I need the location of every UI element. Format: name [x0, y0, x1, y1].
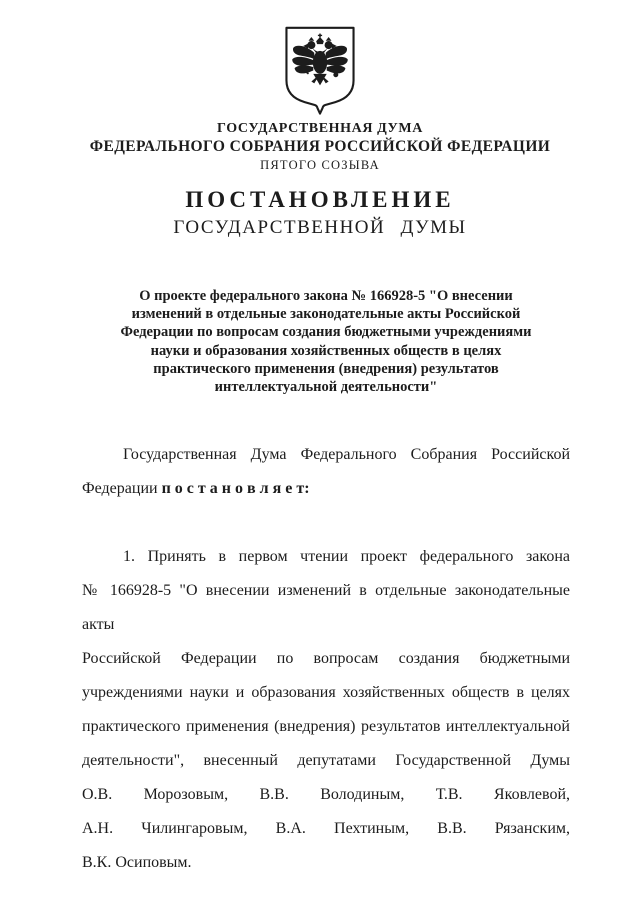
- text-segment: А.Н. Чилингаровым, В.А. Пехтиным, В.В. Рязанским,: [82, 820, 570, 838]
- text-line: [82, 812, 570, 846]
- title-line: практического применения (внедрения) результатов: [153, 360, 499, 377]
- letterhead-org-subtitle: ФЕДЕРАЛЬНОГО СОБРАНИЯ РОССИЙСКОЙ ФЕДЕРАЦИИ: [89, 138, 551, 155]
- text-line: [82, 574, 570, 642]
- text-segment: практического применения (внедрения) результатов интеллектуальной: [82, 718, 570, 736]
- title-line: Федерации по вопросам создания бюджетными учреждениями: [120, 324, 532, 341]
- document-org-heading: ГОСУДАРСТВЕННОЙ ДУМЫ: [173, 217, 467, 238]
- text-segment: Государственная Дума Федерального Собрания Российской: [123, 446, 570, 464]
- text-segment: 1. Принять в первом чтении проект федерального закона: [123, 548, 570, 566]
- text-line: [82, 540, 570, 574]
- resolution-body: [82, 438, 570, 880]
- body-paragraph: [82, 438, 570, 506]
- russian-coat-of-arms-icon: [281, 24, 359, 116]
- document-content: [0, 287, 640, 880]
- text-segment: О.В. Морозовым, В.В. Володиным, Т.В. Яковлевой,: [82, 786, 570, 804]
- text-line: [82, 846, 570, 880]
- title-line: интеллектуальной деятельности": [214, 379, 438, 396]
- text-line: [82, 778, 570, 812]
- text-segment: № 166928-5 "О внесении изменений в отдельные законодательные акты: [82, 582, 570, 634]
- keyword-postanovlyaet: п о с т а н о в л я е т:: [161, 480, 310, 498]
- text-line: [82, 676, 570, 710]
- text-segment: Федерации: [82, 480, 162, 498]
- text-line: [82, 642, 570, 676]
- title-line: науки и образования хозяйственных обществ в целях: [150, 342, 502, 359]
- document-type-heading: ПОСТАНОВЛЕНИЕ: [185, 187, 455, 212]
- letterhead-convocation: ПЯТОГО СОЗЫВА: [260, 158, 380, 172]
- text-line: [82, 472, 570, 506]
- text-line: [82, 744, 570, 778]
- text-segment: Российской Федерации по вопросам создания бюджетными: [82, 650, 570, 668]
- letterhead-org-name: ГОСУДАРСТВЕННАЯ ДУМА: [217, 121, 423, 136]
- body-paragraph: [82, 540, 570, 880]
- resolution-title: [82, 287, 570, 396]
- text-segment: учреждениями науки и образования хозяйственных обществ в целях: [82, 684, 570, 702]
- text-line: [82, 438, 570, 472]
- text-line: [82, 710, 570, 744]
- title-line: изменений в отдельные законодательные акты Российской: [131, 306, 521, 323]
- text-segment: В.К. Осиповым.: [82, 854, 192, 872]
- title-line: О проекте федерального закона № 166928-5 "О внесении: [139, 288, 513, 304]
- text-segment: деятельности", внесенный депутатами Государственной Думы: [82, 752, 570, 770]
